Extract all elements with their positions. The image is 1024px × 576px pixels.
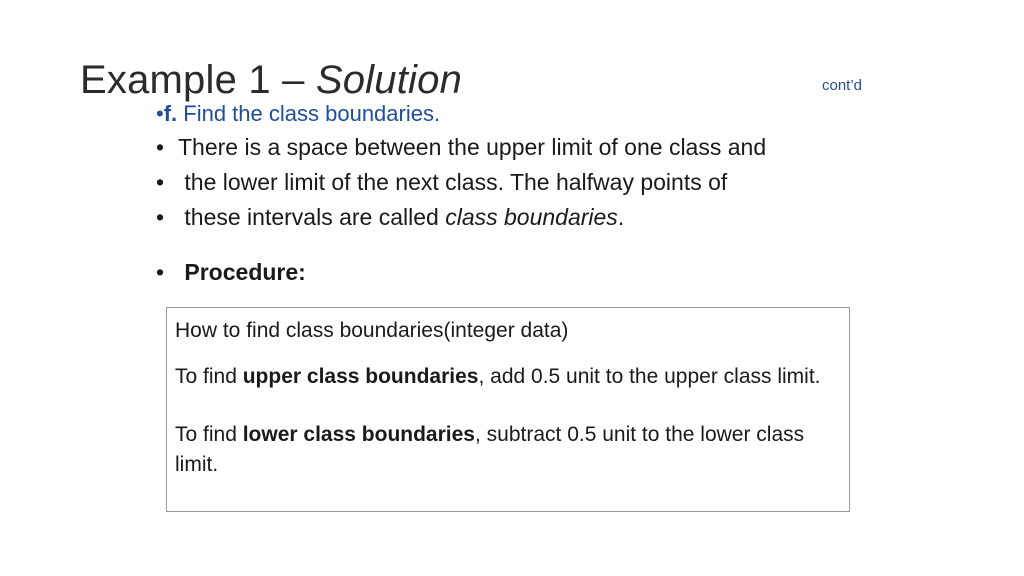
subheading (156, 101, 440, 127)
title-main: Example 1 – (80, 58, 316, 102)
subheading-letter: f. (163, 101, 178, 126)
upper-boundary-rule (175, 362, 841, 392)
lower-rule-prefix: To find (175, 423, 243, 446)
bullet-text-end: . (617, 204, 625, 230)
lower-boundary-rule (175, 420, 841, 480)
bullet-text: these intervals are called (178, 204, 446, 230)
bullet-dot: • (156, 259, 165, 285)
bullet-dot: • (156, 134, 165, 160)
procedure-bullet (156, 259, 306, 286)
bullet-line-2 (156, 169, 727, 196)
upper-rule-bold: upper class boundaries (242, 365, 479, 388)
bullet-italic-term: class boundaries (445, 204, 618, 230)
bullet-dot: • (156, 169, 165, 195)
procedure-box (166, 307, 850, 512)
procedure-box-heading: How to find class boundaries(integer data) (175, 319, 569, 342)
bullet-line-1 (156, 134, 766, 161)
bullet-text: the lower limit of the next class. The halfway points of (178, 169, 728, 195)
title-italic: Solution (315, 58, 463, 102)
bullet-text: There is a space between the upper limit of one class and (178, 134, 767, 160)
subheading-text: Find the class boundaries. (177, 101, 441, 126)
page-title (80, 58, 462, 103)
bullet-line-3 (156, 204, 624, 231)
continued-label: cont’d (822, 77, 863, 94)
upper-rule-suffix: , add 0.5 unit to the upper class limit. (478, 365, 821, 388)
upper-rule-prefix: To find (175, 365, 243, 388)
procedure-label: Procedure: (178, 259, 306, 285)
lower-rule-bold: lower class boundaries (242, 423, 475, 446)
lower-rule-suffix: , subtract 0.5 unit to the lower class limit. (175, 423, 805, 476)
subheading-bullet: • (156, 101, 164, 126)
bullet-dot: • (156, 204, 165, 230)
